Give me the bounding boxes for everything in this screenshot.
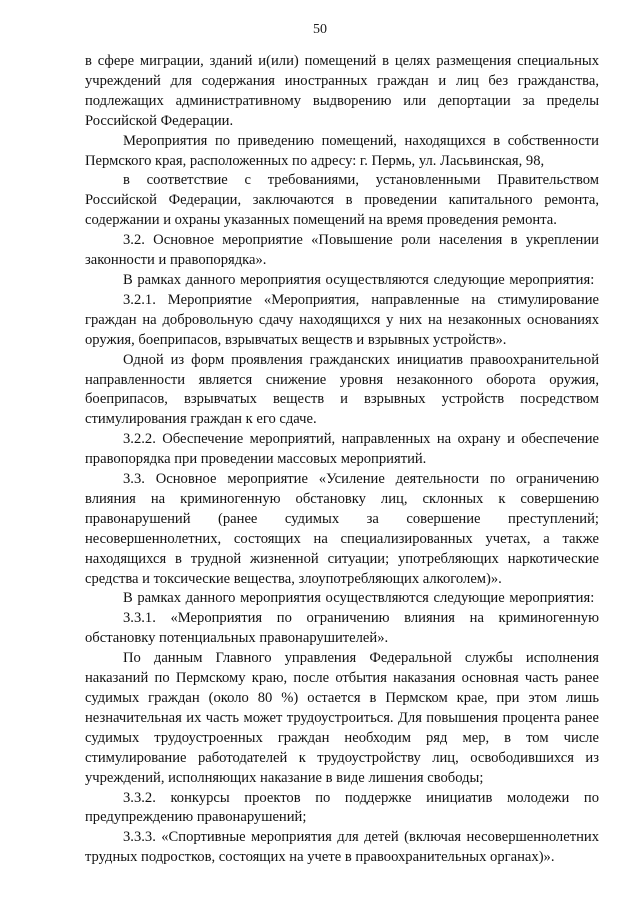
page-number: 50 — [313, 22, 327, 37]
paragraph-section-3-2-1: 3.2.1. Мероприятие «Мероприятия, направленные на стимулирование граждан на добровольную сдачу находящихся у них на незаконных основаниях оружия, боеприпасов, взрывчатых веществ и взрывных устройств». — [85, 291, 599, 348]
paragraph-section-3-3-1: 3.3.1. «Мероприятия по ограничению влияния на криминогенную обстановку потенциальных правонарушителей». — [85, 610, 599, 647]
paragraph-repair-requirements: в соответствие с требованиями, установленными Правительством Российской Федерации, заключаются в проведении капитального ремонта, содержании и охраны указанных помещений на время проведения ремонта. — [85, 172, 599, 229]
paragraph-migration-facilities: в сфере миграции, зданий и(или) помещений в целях размещения специальных учреждений для содержания иностранных граждан и лиц без гражданства, подлежащих административному выдворению или депортации за пределы Российской Федерации. — [85, 53, 599, 129]
paragraph-penitentiary-data: По данным Главного управления Федеральной службы исполнения наказаний по Пермскому краю, после отбытия наказания основная часть ранее судимых граждан (около 80 %) остается в Пермском крае, при этом лишь незначительная их часть может трудоустроиться. Для повышения процента ранее судимых трудоустроенных граждан необходим ряд мер, в том числе стимулирование работодателей к трудоустройству лиц, освободившихся из учреждений, исполняющих наказание в виде лишения свободы; — [85, 650, 599, 786]
paragraph-section-3-3-3: 3.3.3. «Спортивные мероприятия для детей (включая несовершеннолетних трудных подростков, состоящих на учете в правоохранительных органах)». — [85, 829, 599, 866]
paragraph-measures-intro-1: В рамках данного мероприятия осуществляются следующие мероприятия: — [123, 271, 595, 288]
paragraph-section-3-3: 3.3. Основное мероприятие «Усиление деятельности по ограничению влияния на криминогенную обстановку лиц, склонных к совершению правонарушений (ранее судимых за совершение преступлений; несовершеннолетних, состоящих на специализированных учетах, а также находящихся в трудной жизненной ситуации; употребляющих наркотические средства и токсические вещества, злоупотребляющих алкоголем)». — [85, 471, 599, 587]
paragraph-section-3-3-2: 3.3.2. конкурсы проектов по поддержке инициатив молодежи по предупреждению правонарушений; — [85, 789, 599, 826]
paragraph-premises-address: Мероприятия по приведению помещений, находящихся в собственности Пермского края, расположенных по адресу: г. Пермь, ул. Ласьвинская, 98, — [85, 132, 599, 169]
paragraph-section-3-2-2: 3.2.2. Обеспечение мероприятий, направленных на охрану и обеспечение правопорядка при проведении массовых мероприятий. — [85, 431, 599, 468]
paragraph-measures-intro-2: В рамках данного мероприятия осуществляются следующие мероприятия: — [123, 590, 595, 607]
paragraph-civic-initiatives: Одной из форм проявления гражданских инициатив правоохранительной направленности является снижение уровня незаконного оборота оружия, боеприпасов, взрывчатых веществ и взрывных устройств посредством стимулирования граждан к его сдаче. — [85, 351, 599, 428]
document-body — [85, 52, 599, 868]
paragraph-section-3-2: 3.2. Основное мероприятие «Повышение роли населения в укреплении законности и правопорядка». — [85, 232, 599, 269]
